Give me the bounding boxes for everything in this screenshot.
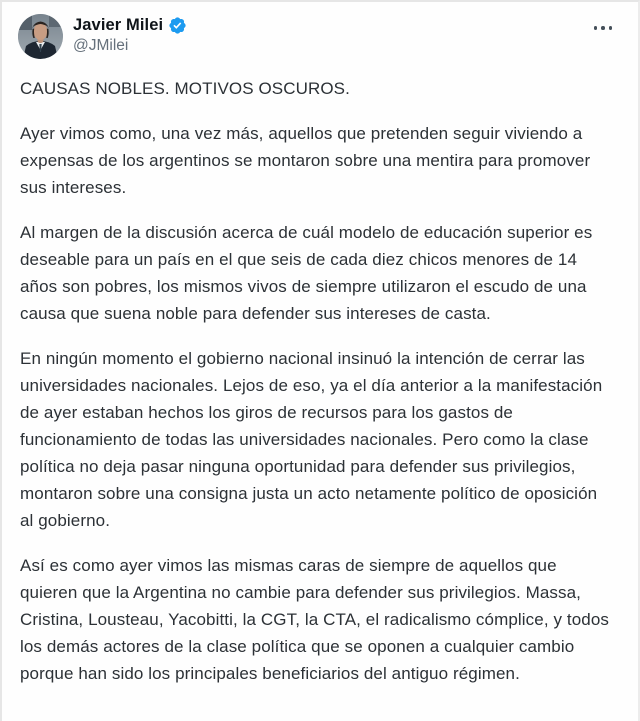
ellipsis-icon bbox=[609, 26, 613, 30]
tweet-paragraph: CAUSAS NOBLES. MOTIVOS OSCUROS. bbox=[20, 79, 350, 98]
author-name[interactable]: Javier Milei bbox=[73, 16, 164, 34]
tweet-paragraph: Ayer vimos como, una vez más, aquellos que pretenden seguir viviendo a expensas de los argentinos se montaron sobre una mentira para promover sus intereses. bbox=[20, 124, 591, 197]
author-block bbox=[73, 14, 586, 55]
avatar-portrait-graphic bbox=[18, 14, 63, 59]
ellipsis-icon bbox=[594, 26, 598, 30]
tweet-paragraph: En ningún momento el gobierno nacional insinuó la intención de cerrar las universidades nacionales. Lejos de eso, ya el día anterior a la manifestación de ayer estaban hechos los giros de recursos para los gastos de funcionamiento de todas las universidades nacionales. Pero como la clase política no deja pasar ninguna oportunidad para defender sus privilegios, montaron sobre una consigna justa un acto netamente político de oposición al gobierno. bbox=[20, 349, 603, 530]
author-handle[interactable]: @JMilei bbox=[73, 37, 129, 54]
tweet-paragraph: Al margen de la discusión acerca de cuál modelo de educación superior es deseable para un país en el que seis de cada diez chicos menores de 14 años son pobres, los mismos vivos de siempre utilizaron el escudo de una causa que suena noble para defender sus intereses de casta. bbox=[20, 223, 593, 323]
more-menu-button[interactable] bbox=[586, 14, 615, 38]
tweet-paragraph: Así es como ayer vimos las mismas caras de siempre de aquellos que quieren que la Argentina no cambie para defender sus privilegios. Massa, Cristina, Lousteau, Yacobitti, la CGT, la CTA, el radicalismo cómplice, y todos los demás actores de la clase política que se oponen a cualquier cambio porque han sido los principales beneficiarios del antiguo régimen. bbox=[20, 556, 609, 683]
author-name-row[interactable] bbox=[73, 16, 586, 35]
tweet-text bbox=[18, 75, 614, 687]
tweet-header bbox=[18, 14, 614, 59]
verified-badge-icon bbox=[168, 16, 187, 35]
ellipsis-icon bbox=[601, 26, 605, 30]
avatar[interactable] bbox=[18, 14, 63, 59]
